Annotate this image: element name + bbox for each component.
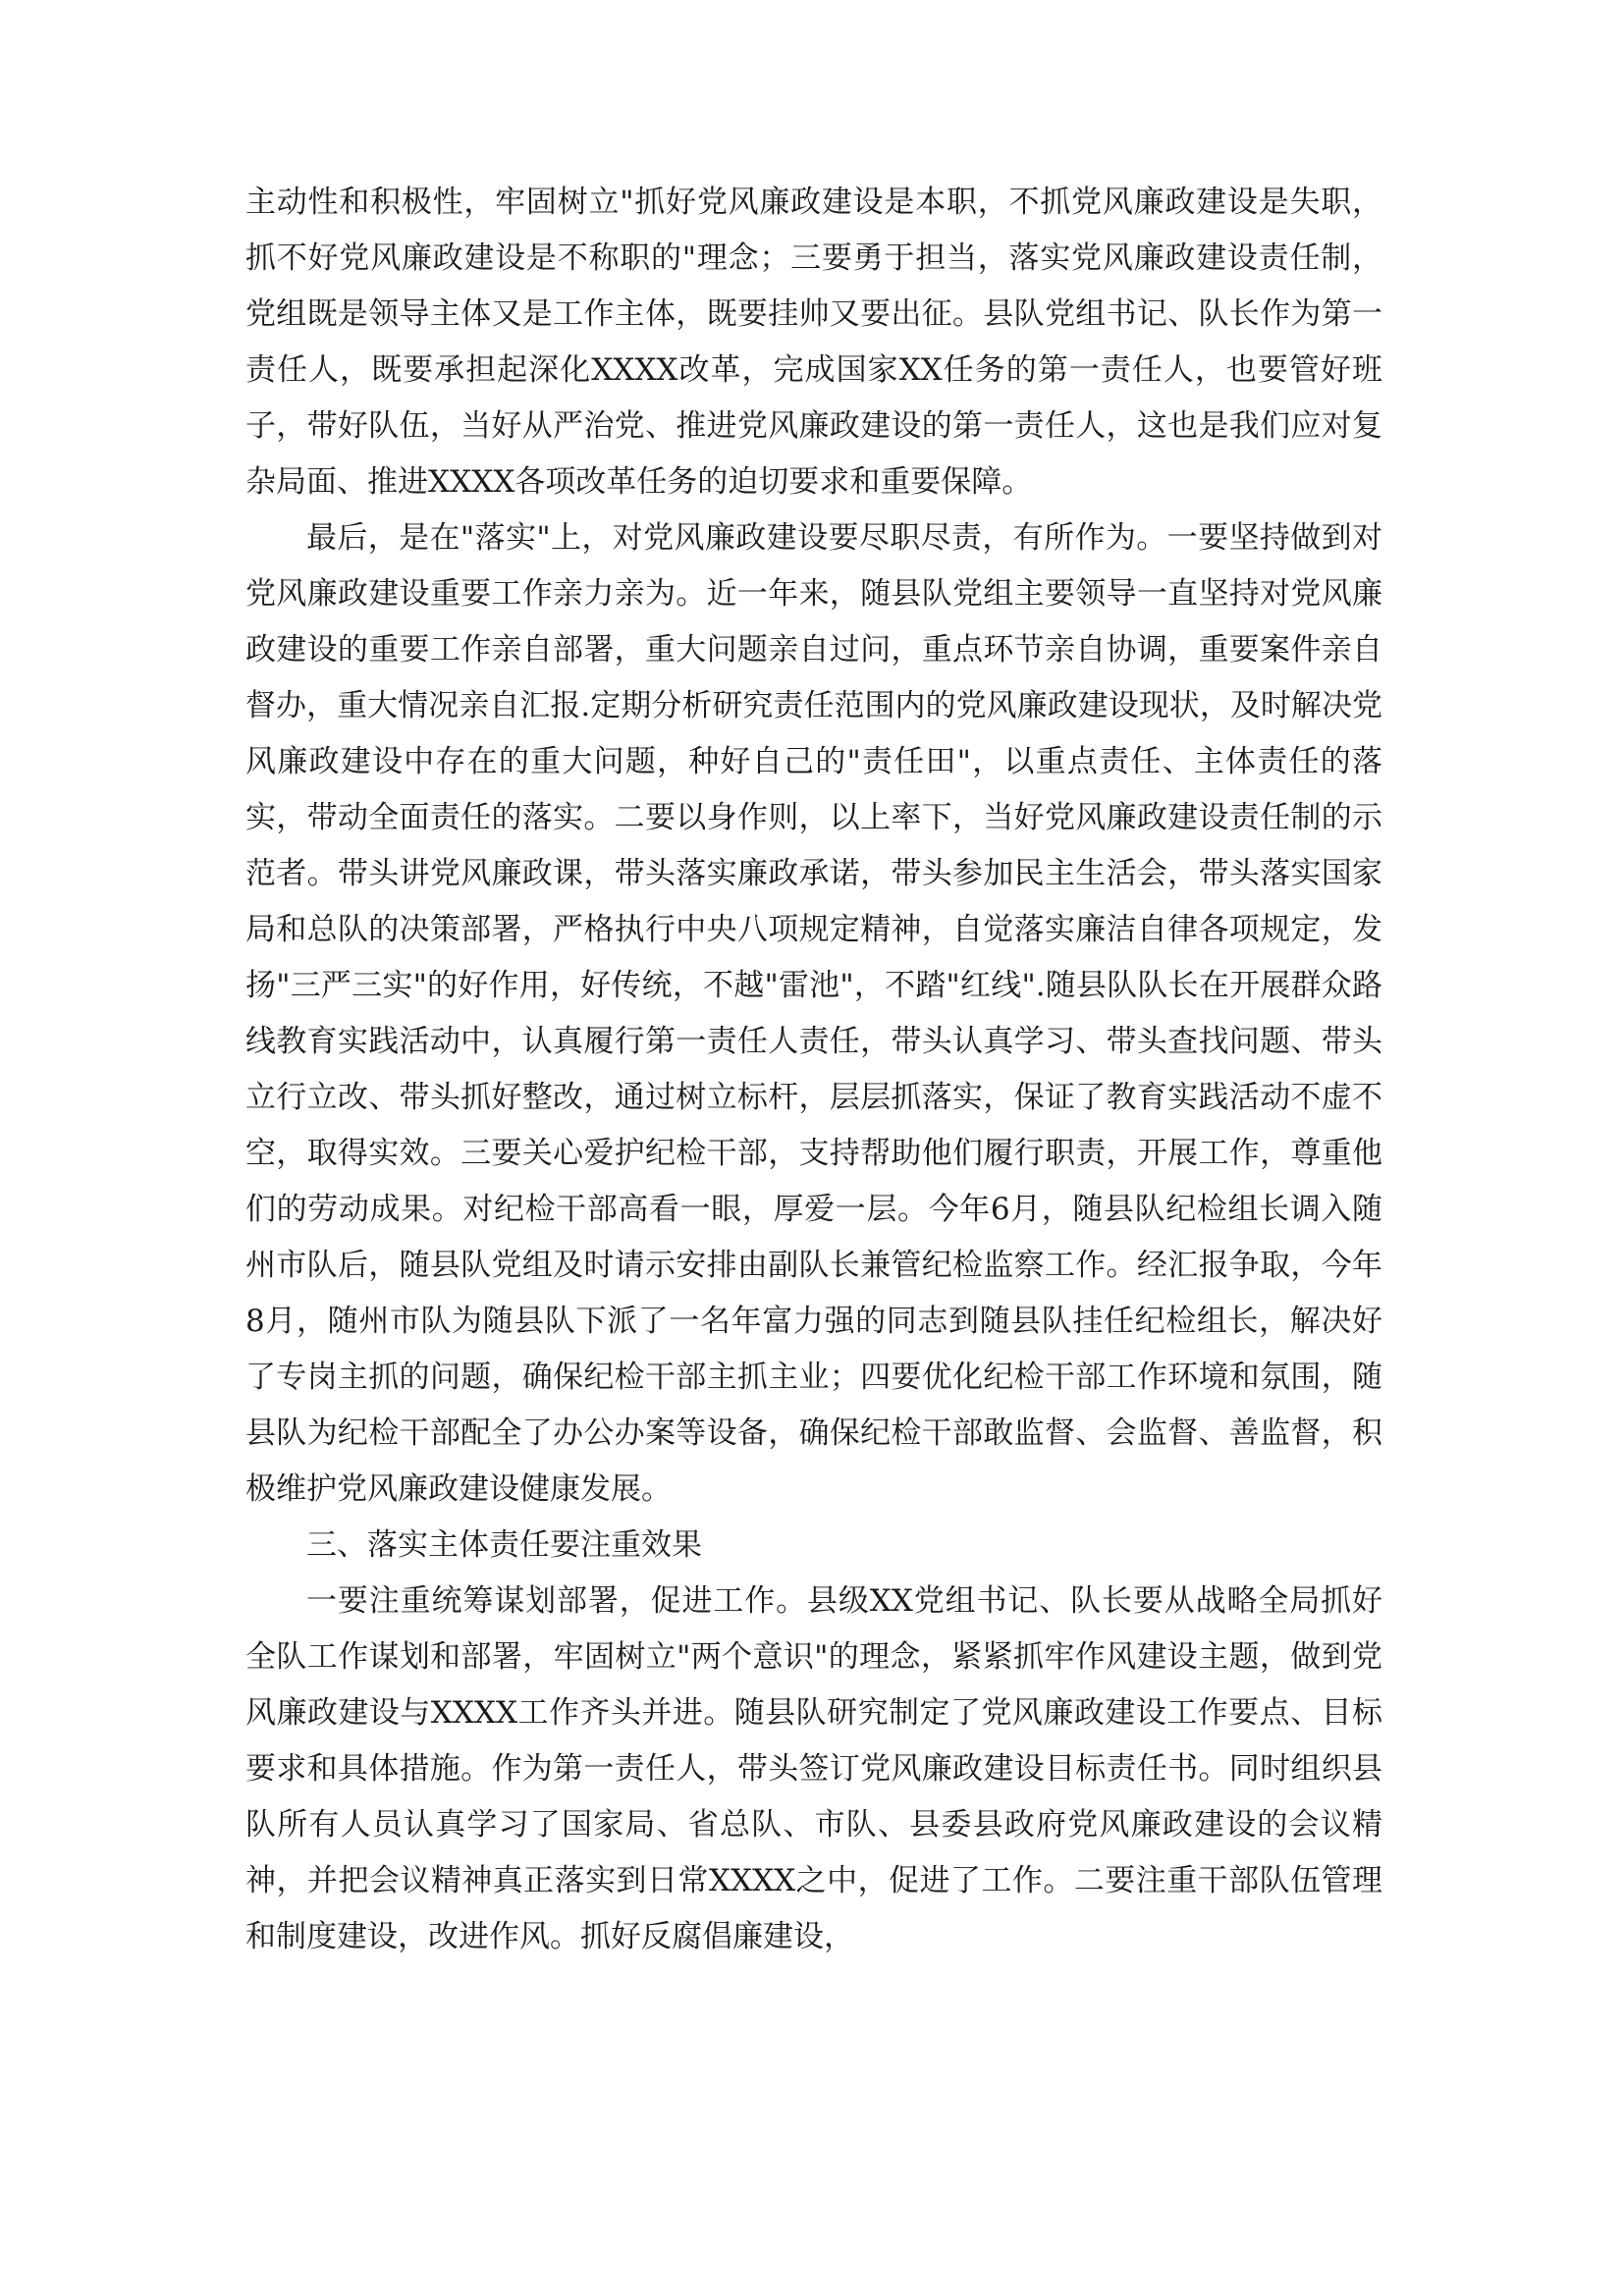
paragraph-planning: 一要注重统筹谋划部署，促进工作。县级XX党组书记、队长要从战略全局抓好全队工作谋划和部署，牢固树立"两个意识"的理念，紧紧抓牢作风建设主题，做到党风廉政建设与XXXX工作齐头并进。随县队研究制定了党风廉政建设工作要点、目标要求和具体措施。作为第一责任人，带头签订党风廉政建设目标责任书。同时组织县队所有人员认真学习了国家局、省总队、市队、县委县政府党风廉政建设的会议精神，并把会议精神真正落实到日常XXXX之中，促进了工作。二要注重干部队伍管理和制度建设，改进作风。抓好反腐倡廉建设，	[245, 1583, 1382, 1954]
document-page	[245, 175, 1382, 2138]
paragraph-continuation: 主动性和积极性，牢固树立"抓好党风廉政建设是本职，不抓党风廉政建设是失职，抓不好党风廉政建设是不称职的"理念；三要勇于担当，落实党风廉政建设责任制，党组既是领导主体又是工作主体，既要挂帅又要出征。县队党组书记、队长作为第一责任人，既要承担起深化XXXX改革，完成国家XX任务的第一责任人，也要管好班子，带好队伍，当好从严治党、推进党风廉政建设的第一责任人，这也是我们应对复杂局面、推进XXXX各项改革任务的迫切要求和重要保障。	[245, 185, 1382, 500]
paragraph-implementation: 最后，是在"落实"上，对党风廉政建设要尽职尽责，有所作为。一要坚持做到对党风廉政建设重要工作亲力亲为。近一年来，随县队党组主要领导一直坚持对党风廉政建设的重要工作亲自部署，重大问题亲自过问，重点环节亲自协调，重要案件亲自督办，重大情况亲自汇报.定期分析研究责任范围内的党风廉政建设现状，及时解决党风廉政建设中存在的重大问题，种好自己的"责任田"，以重点责任、主体责任的落实，带动全面责任的落实。二要以身作则，以上率下，当好党风廉政建设责任制的示范者。带头讲党风廉政课，带头落实廉政承诺，带头参加民主生活会，带头落实国家局和总队的决策部署，严格执行中央八项规定精神，自觉落实廉洁自律各项规定，发扬"三严三实"的好作用，好传统，不越"雷池"，不踏"红线".随县队队长在开展群众路线教育实践活动中，认真履行第一责任人责任，带头认真学习、带头查找问题、带头立行立改、带头抓好整改，通过树立标杆，层层抓落实，保证了教育实践活动不虚不空，取得实效。三要关心爱护纪检干部，支持帮助他们履行职责，开展工作，尊重他们的劳动成果。对纪检干部高看一眼，厚爱一层。今年6月，随县队纪检组长调入随州市队后，随县队党组及时请示安排由副队长兼管纪检监察工作。经汇报争取，今年8月，随州市队为随县队下派了一名年富力强的同志到随县队挂任纪检组长，解决好了专岗主抓的问题，确保纪检干部主抓主业；四要优化纪检干部工作环境和氛围，随县队为纪检干部配全了办公办案等设备，确保纪检干部敢监督、会监督、善监督，积极维护党风廉政建设健康发展。	[245, 520, 1382, 1507]
section-heading: 三、落实主体责任要注重效果	[306, 1527, 702, 1563]
